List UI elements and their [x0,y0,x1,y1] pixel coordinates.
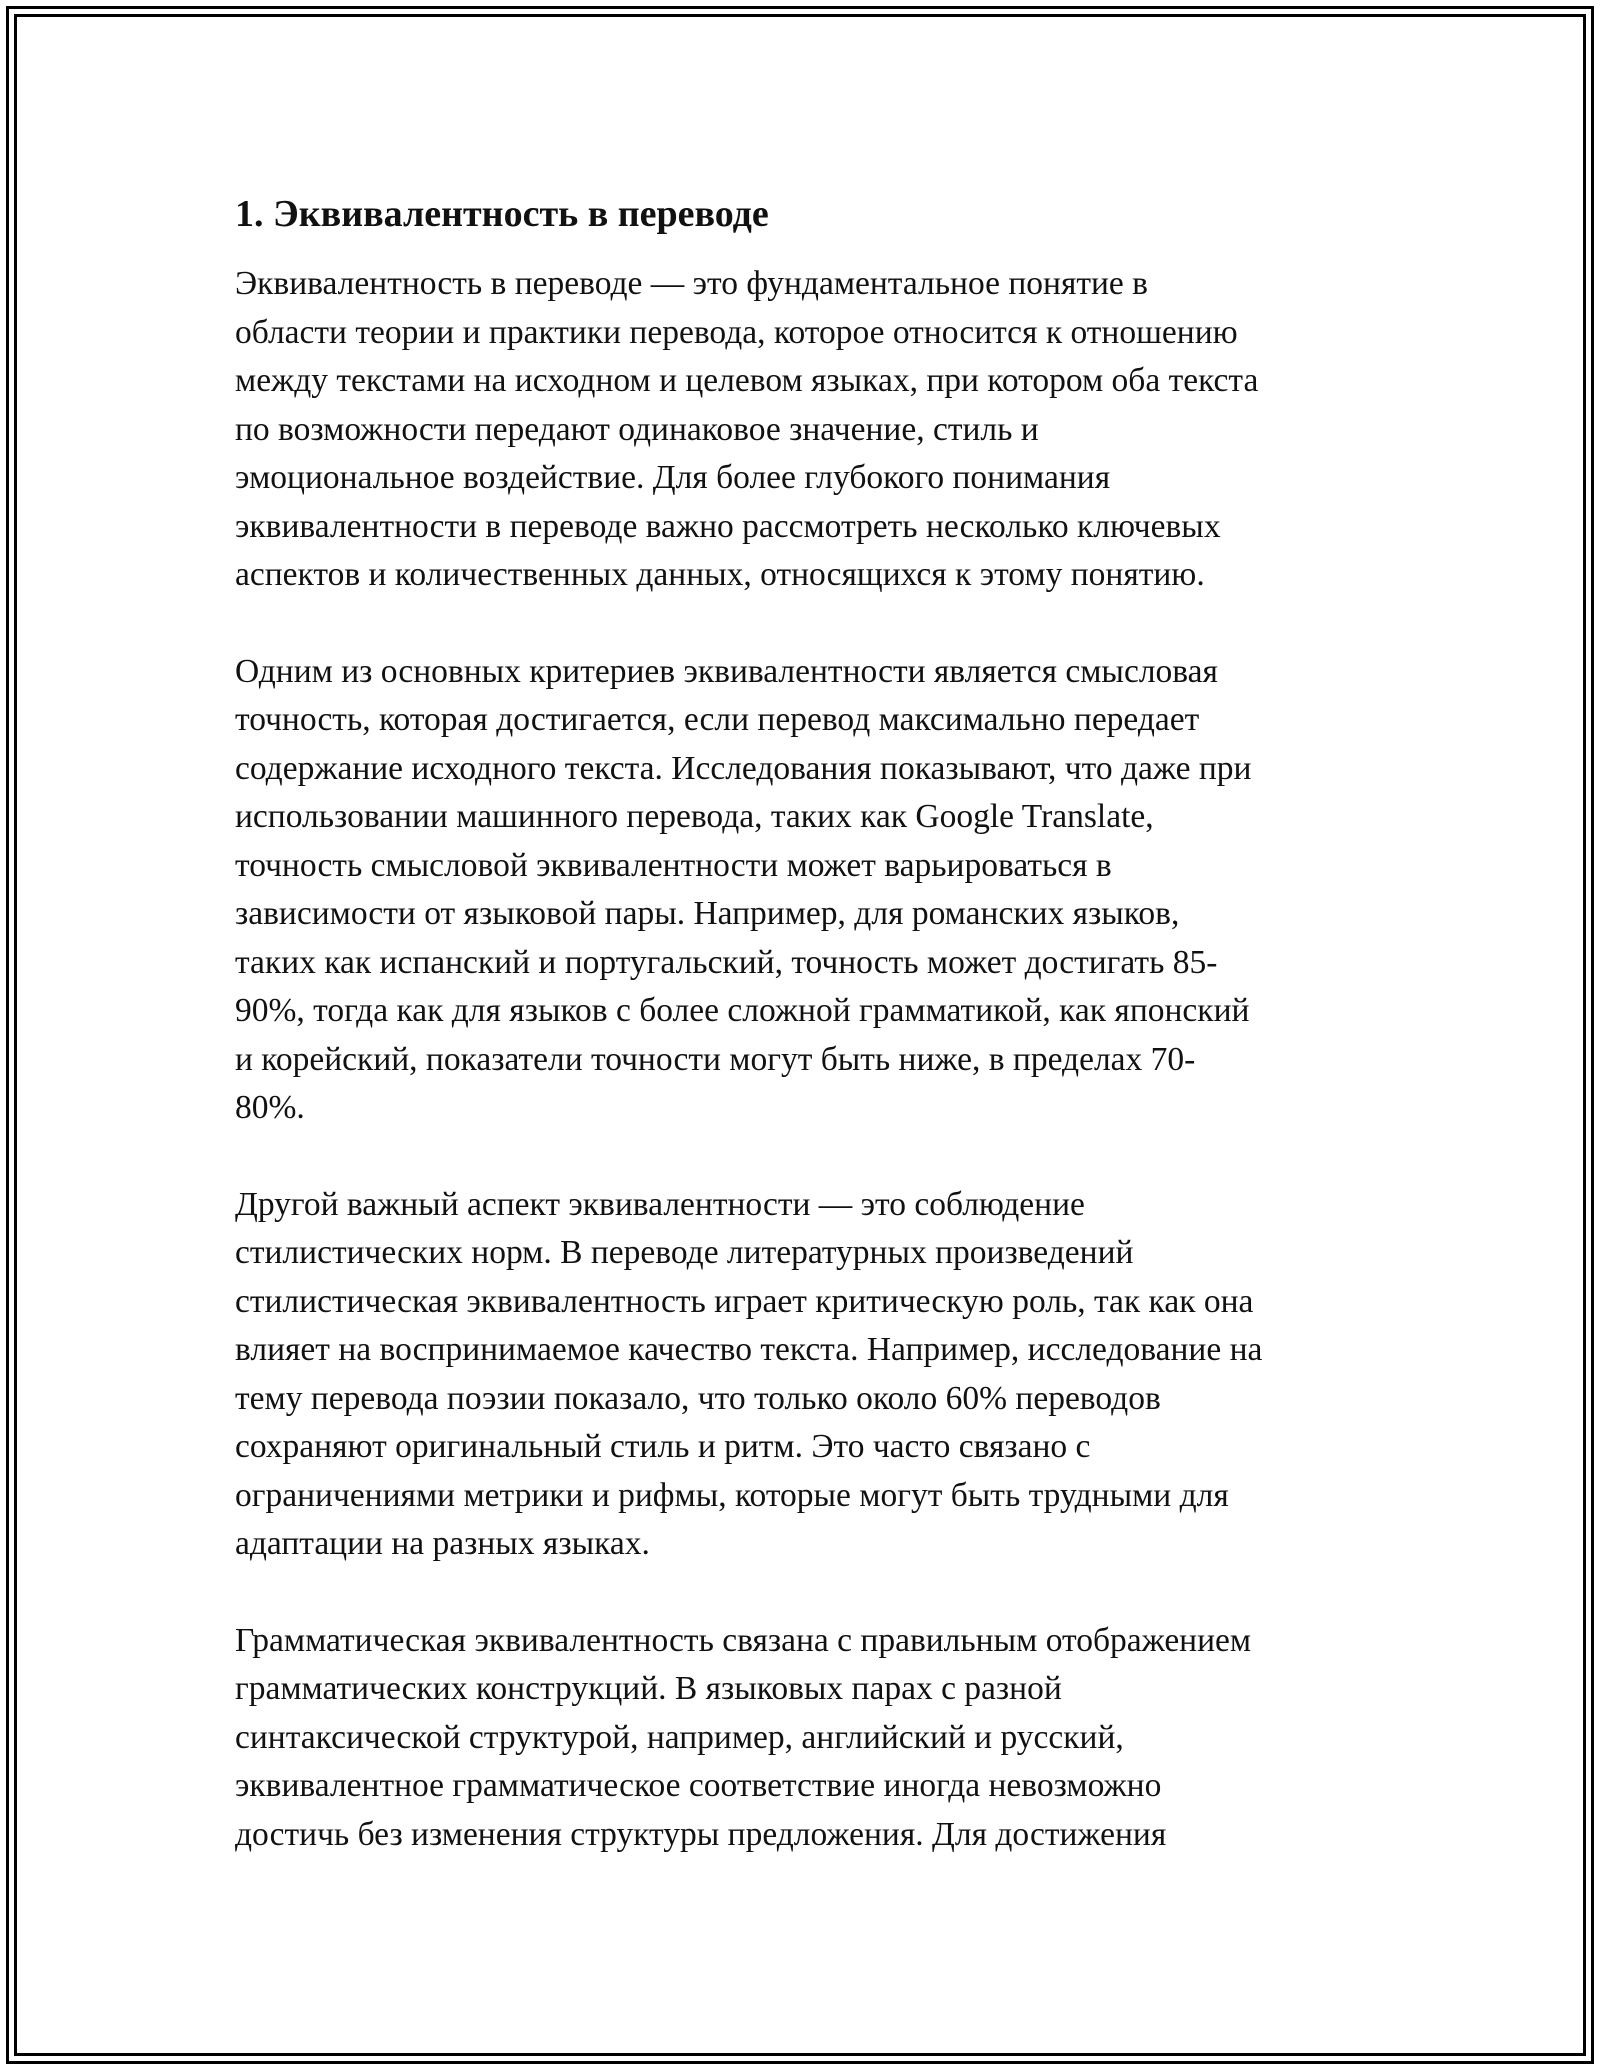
paragraph-intro: Эквивалентность в переводе — это фундаментальное понятие в области теории и практики перевода, которое относится к отношению между текстами на исходном и целевом языках, при котором оба текста по возможности передают одинаковое значение, стиль и эмоциональное воздействие. Для более глубокого понимания эквивалентности в переводе важно рассмотреть несколько ключевых аспектов и количественных данных, относящихся к этому понятию. [235,265,1259,593]
paragraph-stylistic-norms: Другой важный аспект эквивалентности — это соблюдение стилистических норм. В переводе литературных произведений стилистическая эквивалентность играет критическую роль, так как она влияет на воспринимаемое качество текста. Например, исследование на тему перевода поэзии показало, что только около 60% переводов сохраняют оригинальный стиль и ритм. Это часто связано с ограничениями метрики и рифмы, которые могут быть трудными для адаптации на разных языках. [235,1185,1263,1562]
paragraph-semantic-accuracy: Одним из основных критериев эквивалентности является смысловая точность, которая достигается, если перевод максимально передает содержание исходного текста. Исследования показывают, что даже при использовании машинного перевода, таких как Google Translate, точность смысловой эквивалентности может варьироваться в зависимости от языковой пары. Например, для романских языков, таких как испанский и португальский, точность может достигать 85- 90%, тогда как для языков с более сложной грамматикой, как японский и корейский, показатели точности могут быть ниже, в пределах 70- 80%. [235,652,1252,1126]
document-body [235,180,1375,1907]
section-heading: 1. Эквивалентность в переводе [235,193,769,235]
paragraph-grammatical-equivalence: Грамматическая эквивалентность связана с правильным отображением грамматических конструкций. В языковых парах с разной синтаксической структурой, например, английский и русский, эквивалентное грамматическое соответствие иногда невозможно достичь без изменения структуры предложения. Для достижения [235,1621,1252,1853]
